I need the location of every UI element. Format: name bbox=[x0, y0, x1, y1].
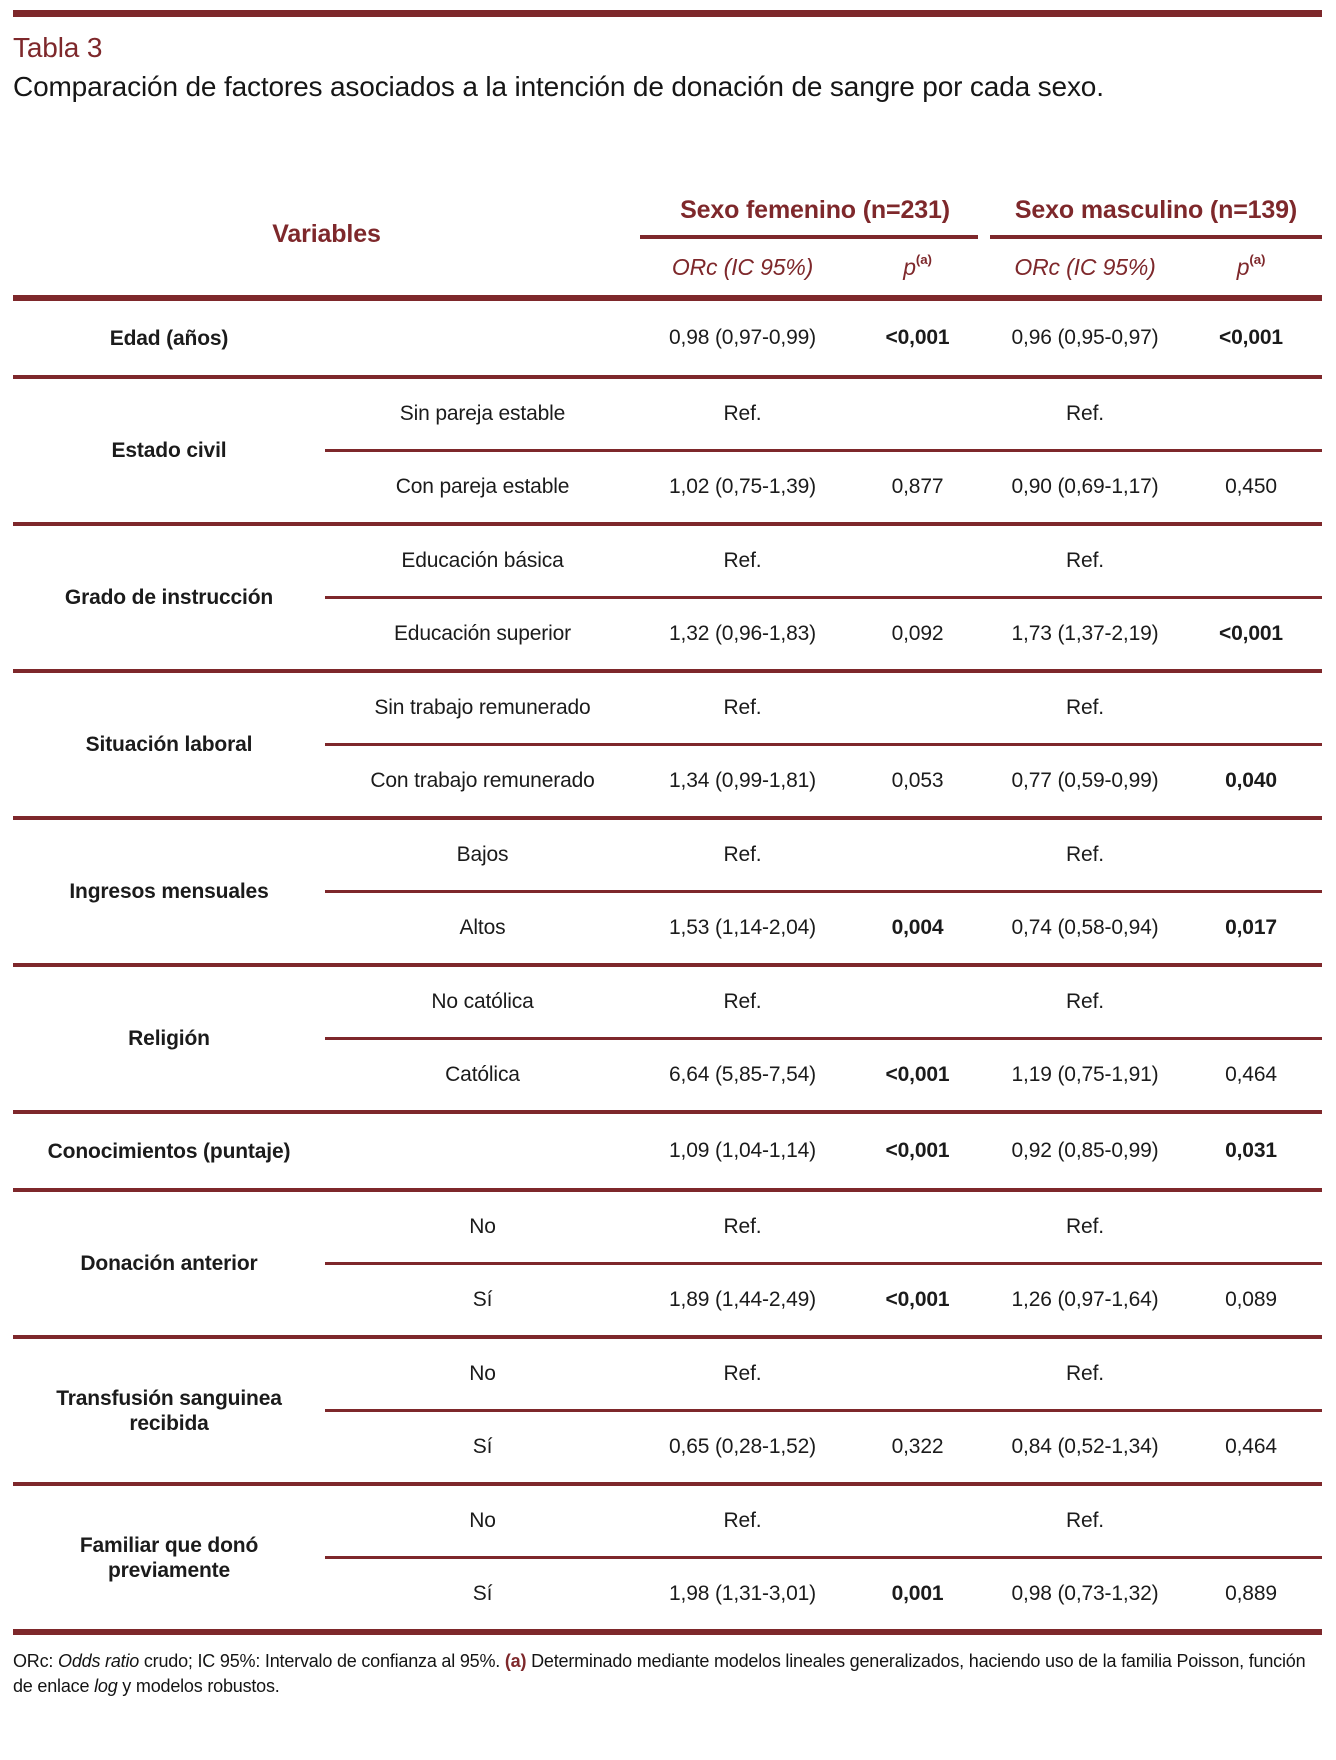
variable-name: Conocimientos (puntaje) bbox=[47, 1139, 291, 1163]
p-value-male: 0,889 bbox=[1225, 1582, 1277, 1606]
orc-value-male: Ref. bbox=[1066, 990, 1104, 1014]
variables-header: Variables bbox=[272, 219, 381, 248]
p-value-female: <0,001 bbox=[885, 1288, 950, 1312]
subcategory-label: Altos bbox=[459, 916, 506, 940]
subcategory-label: No bbox=[469, 1509, 496, 1533]
orc-value-female: Ref. bbox=[723, 990, 762, 1014]
subcategory-label: Católica bbox=[445, 1063, 520, 1087]
orc-value-male: 0,98 (0,73-1,32) bbox=[1011, 1582, 1159, 1606]
p-value-female: 0,001 bbox=[891, 1582, 944, 1606]
orc-value-male: 0,90 (0,69-1,17) bbox=[1011, 475, 1159, 499]
p-value-female: <0,001 bbox=[885, 326, 950, 350]
orc-value-female: 1,02 (0,75-1,39) bbox=[668, 475, 817, 499]
male-group-header: Sexo masculino (n=139) bbox=[1014, 196, 1298, 225]
p-value-female: 0,877 bbox=[891, 475, 944, 499]
orc-value-female: Ref. bbox=[723, 1509, 762, 1533]
subcategory-label: Sí bbox=[472, 1582, 493, 1606]
orc-value-female: 6,64 (5,85-7,54) bbox=[668, 1063, 817, 1087]
table-row-group bbox=[13, 1110, 1322, 1188]
orc-value-female: 1,34 (0,99-1,81) bbox=[668, 769, 817, 793]
male-group-underline bbox=[990, 235, 1322, 239]
variable-name: Transfusión sanguinea recibida bbox=[56, 1386, 282, 1435]
variable-name: Donación anterior bbox=[80, 1252, 258, 1276]
orc-value-female: 1,09 (1,04-1,14) bbox=[668, 1139, 817, 1163]
p-value-female: <0,001 bbox=[885, 1139, 950, 1163]
table-row-group bbox=[13, 301, 1322, 375]
p-value-female: 0,004 bbox=[891, 916, 944, 940]
table-caption: Comparación de factores asociados a la intención de donación de sangre por cada sexo. bbox=[13, 70, 1104, 102]
subrow-divider bbox=[325, 596, 1322, 599]
subcategory-label: Sí bbox=[472, 1288, 493, 1312]
p-value-male: 0,017 bbox=[1225, 916, 1277, 940]
table-label: Tabla 3 bbox=[13, 32, 103, 63]
table-row-group bbox=[13, 963, 1322, 1110]
orc-column-header-male: ORc (IC 95%) bbox=[1014, 253, 1156, 280]
orc-value-female: 0,65 (0,28-1,52) bbox=[668, 1435, 817, 1459]
p-value-female: <0,001 bbox=[885, 1063, 950, 1087]
orc-value-male: Ref. bbox=[1066, 843, 1104, 867]
orc-value-male: Ref. bbox=[1066, 696, 1104, 720]
variable-name: Edad (años) bbox=[109, 326, 229, 350]
variable-name: Situación laboral bbox=[85, 733, 253, 757]
table-row-group bbox=[13, 816, 1322, 963]
subrow-divider bbox=[325, 890, 1322, 893]
orc-value-male: Ref. bbox=[1066, 1362, 1104, 1386]
orc-value-female: 1,53 (1,14-2,04) bbox=[668, 916, 817, 940]
orc-value-female: Ref. bbox=[723, 1362, 762, 1386]
footnote-italic-term: Odds ratio bbox=[58, 1651, 140, 1672]
subcategory-label: Educación básica bbox=[401, 549, 564, 573]
subcategory-label: Sin pareja estable bbox=[399, 402, 566, 426]
orc-value-male: Ref. bbox=[1066, 1215, 1104, 1239]
variable-name: Ingresos mensuales bbox=[69, 880, 269, 904]
orc-value-female: 0,98 (0,97-0,99) bbox=[668, 326, 817, 350]
orc-value-male: 1,19 (0,75-1,91) bbox=[1011, 1063, 1159, 1087]
p-value-male: 0,464 bbox=[1225, 1435, 1277, 1459]
orc-value-male: 0,77 (0,59-0,99) bbox=[1011, 769, 1159, 793]
footnote-text: crudo; IC 95%: Intervalo de confianza al 95%. bbox=[139, 1651, 505, 1672]
orc-value-female: 1,89 (1,44-2,49) bbox=[668, 1288, 817, 1312]
orc-value-female: 1,98 (1,31-3,01) bbox=[668, 1582, 817, 1606]
subrow-divider bbox=[325, 1409, 1322, 1412]
subcategory-label: Con trabajo remunerado bbox=[370, 769, 595, 793]
female-group-header: Sexo femenino (n=231) bbox=[680, 196, 950, 225]
female-group-underline bbox=[640, 235, 978, 239]
p-column-header-female: $p^{(a)}$ bbox=[903, 252, 932, 280]
p-value-female: 0,092 bbox=[891, 622, 944, 646]
orc-value-female: Ref. bbox=[723, 696, 762, 720]
comparison-table bbox=[13, 173, 1322, 1635]
table-bottom-rule bbox=[13, 1629, 1322, 1635]
table-footnote bbox=[13, 1649, 1322, 1698]
subcategory-label: Sí bbox=[472, 1435, 493, 1459]
table-row-group bbox=[13, 375, 1322, 522]
table-header bbox=[13, 173, 1322, 295]
p-value-male: 0,089 bbox=[1225, 1288, 1277, 1312]
orc-value-female: 1,32 (0,96-1,83) bbox=[668, 622, 817, 646]
orc-value-female: Ref. bbox=[723, 549, 762, 573]
orc-value-male: 1,26 (0,97-1,64) bbox=[1011, 1288, 1159, 1312]
subrow-divider bbox=[325, 1556, 1322, 1559]
orc-column-header-female: ORc (IC 95%) bbox=[671, 253, 814, 280]
orc-value-male: 0,96 (0,95-0,97) bbox=[1011, 326, 1159, 350]
subcategory-label: Educación superior bbox=[393, 622, 572, 646]
subcategory-label: Sin trabajo remunerado bbox=[374, 696, 591, 720]
top-rule bbox=[13, 10, 1322, 17]
orc-value-male: 0,92 (0,85-0,99) bbox=[1011, 1139, 1159, 1163]
p-value-male: 0,040 bbox=[1225, 769, 1277, 793]
footnote-text: y modelos robustos. bbox=[117, 1675, 280, 1696]
p-value-male: 0,031 bbox=[1225, 1139, 1277, 1163]
table-row-group bbox=[13, 1188, 1322, 1335]
orc-value-female: Ref. bbox=[723, 402, 762, 426]
orc-value-female: Ref. bbox=[723, 1215, 762, 1239]
subcategory-label: Bajos bbox=[456, 843, 509, 867]
footnote-text: Determinado mediante modelos lineales generalizados, haciendo uso de la familia Poisson, función de enlace bbox=[13, 1651, 1306, 1696]
orc-value-male: 0,84 (0,52-1,34) bbox=[1011, 1435, 1159, 1459]
p-value-male: <0,001 bbox=[1219, 622, 1283, 646]
orc-value-male: Ref. bbox=[1066, 402, 1104, 426]
p-column-header-male: $p^{(a)}$ bbox=[1236, 252, 1266, 280]
variable-name: Estado civil bbox=[111, 439, 227, 463]
orc-value-male: Ref. bbox=[1066, 549, 1104, 573]
orc-value-male: 1,73 (1,37-2,19) bbox=[1011, 622, 1159, 646]
p-value-male: <0,001 bbox=[1219, 326, 1283, 350]
footnote-text: ORc: bbox=[13, 1651, 59, 1672]
p-value-male: 0,464 bbox=[1225, 1063, 1277, 1087]
footnote-italic-term: log bbox=[94, 1675, 118, 1696]
footnote-marker: (a) bbox=[1249, 252, 1266, 268]
orc-value-male: 0,74 (0,58-0,94) bbox=[1011, 916, 1159, 940]
p-value-female: 0,053 bbox=[891, 769, 944, 793]
subrow-divider bbox=[325, 743, 1322, 746]
p-value-female: 0,322 bbox=[891, 1435, 944, 1459]
footnote-marker-a: (a) bbox=[504, 1651, 527, 1672]
table-row-group bbox=[13, 669, 1322, 816]
table-row-group bbox=[13, 1335, 1322, 1482]
subrow-divider bbox=[325, 449, 1322, 452]
subrow-divider bbox=[325, 1262, 1322, 1265]
footnote-marker: (a) bbox=[915, 252, 932, 268]
orc-value-male: Ref. bbox=[1066, 1509, 1104, 1533]
table-row-group bbox=[13, 1482, 1322, 1629]
p-value-male: 0,450 bbox=[1225, 475, 1277, 499]
subcategory-label: Con pareja estable bbox=[395, 475, 570, 499]
subcategory-label: No católica bbox=[431, 990, 534, 1014]
variable-name: Familiar que donó previamente bbox=[79, 1533, 259, 1582]
subrow-divider bbox=[325, 1037, 1322, 1040]
subcategory-label: No bbox=[469, 1215, 496, 1239]
table-row-group bbox=[13, 522, 1322, 669]
orc-value-female: Ref. bbox=[723, 843, 762, 867]
variable-name: Grado de instrucción bbox=[64, 586, 274, 610]
subcategory-label: No bbox=[469, 1362, 496, 1386]
variable-name: Religión bbox=[128, 1027, 210, 1051]
